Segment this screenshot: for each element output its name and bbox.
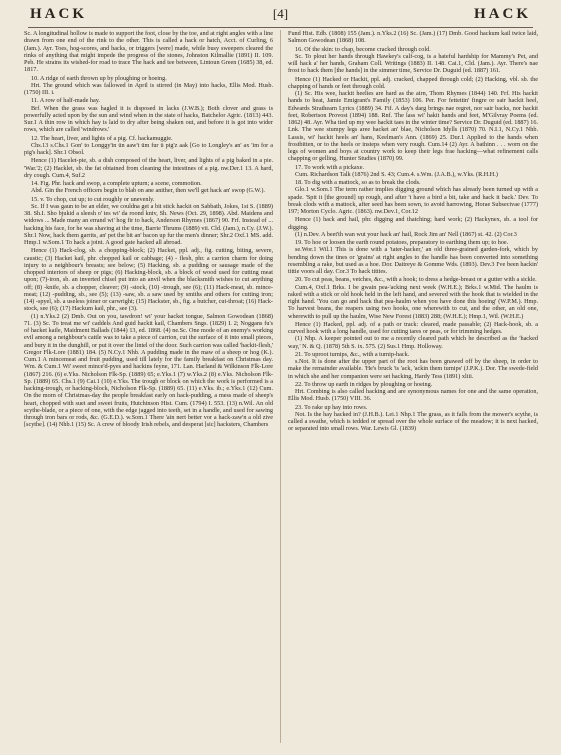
paragraph: Fund Hist. Edb. (1808) 155 (Jam.). n.Yks.2 (16) Sc. (Jam.) (17) Dmb. Good hackum kail twice laid, Salmon Gowodean (1868) 108. xyxy=(288,30,538,45)
derived-forms: Hence (1) Hack-clog, sb. a chopping-block; (2) Hacket, ppl. adj., fig. cutting, biting, severe, caustic; (3) Hacket kail, phr. chopped kail or cabbage; (4) - flesh, phr. a carrion charm for doing injury to a neighbour's breasts; see below; (5) Hacking, sb. a pudding or sausage made of the chopped interiors of sheep or pigs; (6) Hacking-block, sb. a block of wood used for cutting meat upon; (7)-iron, sb. an inverted chisel put into an anvil when the blacksmith wishes to cut anything off; (8) -knife, sb. a chopper, cleaver; (9) -stock, (10) -trough, see (6); (11) Hack-meat, sb. mince-meat; (12) -pudding, sb., see (5); (13) -saw, sb. a saw used by smiths and others for cutting iron; (14) -spyel, sb. a useless joiner or carwright; (15) Hackster, sb., fig. a butcher, cut-throat; (16) Hack-stock, see (6); (17) Hackum kail, phr., see (3). xyxy=(24,247,273,313)
derived-forms: Hence (1) Hacelet-pie, sb. a dish composed of the heart, liver, and lights of a pig baked in a pie. 'War.'2; (2) Hacklet, sb. the fat obtained from cleaning the intestines of a pig. nw.Der.1 13. A hard, dry cough. Cum.4, Suf.2 xyxy=(24,157,273,179)
sense-heading: 23. To rake up hay into rows. xyxy=(295,403,368,411)
derived-forms: Hence (1) Hacked or Hackit, ppl. adj. cracked, chapped through cold; (2) Hacking, vbl. sb. the chapping of hands or feet through cold. xyxy=(288,75,538,90)
sense-heading: 12. The heart, liver, and lights of a pig. Cf. hackamuggie. xyxy=(31,134,173,142)
sense-heading: 18. To dig with a mattock, so as to break the clods. xyxy=(295,179,421,186)
paragraph: Sc. A longitudinal hollow is made to support the foot, close by the toe, and at right angles with a line drawn from one end of the rink to the other. This is called a hack or hatch, Acct. of Curling, 6 (Jam.). Ayr. Toes, hog-scores, and hacks, or triggers [were] made, while busy sweepers cleared the rinks of anything that might impede the progress of the stones, Johnston Kilmallie (1891) II. 109. Peb. He strains its wished-for road to trace The hack and tee between, Lintoun Green (1685) 38, ed. 1817. xyxy=(24,30,273,74)
paragraph: se.Wor.1 Wil.1 This is done with a 'tater-hacker,' an old three-grained garden-fork, which by bending down the tines or 'grains' at right angles to the handle has been converted into something resembling a rake, but used as a hoe. Dor. Daitreye & Gomme Wds. (1893). Dev.3 I've been hackin' tittie voors all day. Cor.3 To hack titties. xyxy=(288,246,538,275)
sense-heading: 11. A row of half-made hay. xyxy=(31,97,100,105)
paragraph: Sc. If I was gaun to be an elder, we couldna get a bit stick hackit on Sabbath, Jokes, 1st S. (1889) 38. Sh.I. Sho bjukid a sleesh o' tes wi' da roond kniv, Sh. News (Oct. 29, 1898). Abd. Maidens and widows ... Made many an errand wi' hog fir to hack, Anderson Rhymes (1867) 90. Frf. Instead of ... hacking his face, for he was shaving at the time, Barrie Thrums (1889) vii. Cld. (Jam.), n.Cy. (J.W.). Shr.1 Now, hack them garrits, an' pet the bit an' bacon up fur the men's dinner; Shr.2 Oxf.1 MS. add. Hmp.1 w.Som.1 To hack a joint. A good gate hacked all abroad. xyxy=(24,202,273,246)
paragraph: s.Not. It is done after the upper part of the root has been gnawed off by the sheep, in order to make the remainder available. 'He's bruck 'is 'ack, 'ackin them turnips' (J.P.K.). Dor. The swede-field in which she and her companion were set hacking, Hardy Tess (1891) xliii. xyxy=(288,358,538,380)
left-column xyxy=(24,30,273,746)
paragraph: (1) Nhp. A keeper pointed out to me a recently cleared path which he described as the 'hacked way,' N. & Q. (1878) 5th S. ix. 575. (2) Sus.1 Hmp. Holloway. xyxy=(288,335,538,350)
sense-heading: 10. A ridge of earth thrown up by ploughing or hoeing. xyxy=(31,74,167,82)
derived-forms: Hence (1) hack and hail, phr. digging and thatching; hard work; (2) Hackynex, sb. a tool for digging. xyxy=(288,216,538,231)
sense-heading: 20. To cut peas, beans, vetches, &c., with a hook; to dress a hedge-breast or a gutter with a sickle. xyxy=(295,276,537,284)
sense-heading: 22. To throw up earth in ridges by ploughing or hoeing. xyxy=(295,380,433,388)
paragraph: Glo.1 w.Som.1 The term rather implies digging ground which has already been turned up with a spade. 'Spit it [the ground] up rough, and after 't have a bird a bit, take and hack it back.' Dev. To break clods with a mattock, after seed has been sown, to avoid harrowing, Horae Subsecivae (1777) 197; Morton Cyclo. Agric. (1863). nw.Dev.1, Cor.12 xyxy=(288,186,538,215)
paragraph: (1) n.Yks.2 (2) Dmb. Out on you, tawdron! wi' your hacket tongue, Salmon Gowodean (1868) 71. (3) Sc. To treat me wi' caddels And guid hackit kail, Chambers Sngs. (1829) I. 2; Noggans fu's of hacket kaile, Maidment Ballads (1844) 13, ed. 1868. (4) ne.Sc. One mode of an enemy's working evil among a neighbour's cattle was to take a piece of carrion, cut the surface of it into small pieces, and bury it in the dunghill, or put it over the lintel of the door. Such carrion was called 'hackit-flesh,' Gregor Flk-Lore (1881) 184. (5) N.Cy.1 Nhb. A pudding made in the maw of a sheep or hog (K.). Cum.1 A mincemeat and fruit pudding, used till lately for the family breakfast on Christmas day. Wm. & Cum.1 Wi' sweet mince'd-pyes and hackins feyne, 171. Lan. Harland & Wilkinson Flk-Lore (1867) 216. (6) e.Yks. Nicholson Flk-Sp. (1889) 65; e.Yks.1 (7) w.Yks.2 (8) e.Yks. Nicholson Flk-Sp. (1889) 65. Chs.1 (9) Cai.1 (10) e.Yks. The trough or block on which the work is performed is a hacking-trough, or hacking-block, Nicholson Flk-Sp. (1889) 65. (11) e.Yks. ib.; e.Yks.1 (12) Cum. On the morn of Christmas-day the people breakfast early on hack-pudding, a mess made of sheep's heart, chopped with suet and sweet fruits, Hutchinson Hist. Cum. (1794) I. 553. (13) n.Wil. An old scythe-blade, or a piece of one, with the edge jagged into teeth, set in a handle, and used for sawing through iron bars or rods, &c. (G.E.D.). w.Som.1 There 'ain nert better vor a hack-zaw'n a old zive [scythe]. (14) Nhb.1 (15) Sc. A crew of bloody Irish rebels, and desperat [sic] hacksters, Chambers xyxy=(24,312,273,429)
paragraph: Sc. To plout her hands through Hawkey's calf-cog, is a hateful hardship for Mammy's Pet, and will hack a' her hands, Graham Coll. Writings (1883) II. 148. Cai.1, Cld. (Jam.). Ayr. There's nae frost to hack them [the hands] in the simmer time, Service Dr. Duguid (ed. 1887) 161. xyxy=(288,52,538,75)
paragraph: Hrt. Combing is also called hacking and are synonymous names for one and the same operation, Ellis Mod. Husb. (1750) VIII. 36. xyxy=(288,388,538,403)
paragraph: (1) Sc. His wee, hackit heelies are hard as the airn, Thom Rhymes (1844) 140. Frf. His hackit hands to heat, Jamie Emigrant's Family (1853) 106. Per. For fettettin' fingre or sair hackit heel, Edwards Strathearn Lyrics (1889) 34. Fif. A day's darg brings nae regret, nor sair backs, nor hackit feet, Robertson Provost (1894) 188. Rnf. The lass wi' hakit hands and feet, M'Gilvray Poems (ed. 1862) 48. Ayr. Wha tied up my wee hackit taes in the winter time? Service Dr. Duguid (ed. 1887) 16. Lnk. The wee stumpy legs aree hacket an' blae, Nicholson Idylls (1870) 70. N.I.1, N.Cy.1 Nhb. Lassis, wi' hackit heels an' hans, Keelman's Ann. (1869) 25. Dur.1 Applied to the hands when frostbitten, or to the heels or insteps when very rough. Cum.14 (2) Ayr. A bathinn . . . worn on the legs of women and boys at country work to keep their legs frae hacking—what refinement calls chapping or gelling, Hunter Studies (1870) 99. xyxy=(288,90,538,163)
derived-forms: Hence (1) Hacked, ppl. adj. of a path or track: cleared, made passable; (2) Hack-hook, sb. a curved hook with a long handle, used for cutting tares or peas, or for trimming hedges. xyxy=(288,320,538,335)
header-rule xyxy=(28,27,533,28)
paragraph: Abd. Gin the French officers begin to blab on ane anither, then we'll get hack an' swop (G.W.). xyxy=(31,187,265,195)
paragraph: Hrt. The ground which was fallowed in April is stirred (in May) into hacks, Ellis Mod. Husb. (1750) III. i. xyxy=(24,81,273,96)
page-number: [4] xyxy=(272,6,289,21)
sense-heading: 16. Of the skin: to chap, become cracked through cold. xyxy=(295,45,431,53)
paragraph: Cum.4, Oxf.1 Brks. I be gwain pea-'acking next week (W.H.E.); Brks.1 w.Mid. The haulm is raked with a stick or old hook held in the left hand, and severed with the hook that is wielded in the right hand. 'You can go and hack that pea-haulm when you have done this hoeing' (W.P.M.). Hmp. To harvest beans, the reapers using two hooks, one wherewith to cut, and the other, an old one, wherewith to pull up the haulm, Wise New Forest (1883) 288; (W.H.E.); Hmp.1, Wil. (W.H.E.) xyxy=(288,283,538,320)
paragraph: (1) n.Dev. A beet'th wan wut your hack an' hail, Rock Jim an' Nell (1867) st. 42. (2) Cor.3 xyxy=(295,230,517,238)
sense-heading: 21. To uproot turnips, &c., with a turnip-hack. xyxy=(295,350,410,358)
header-left-headword: HACK xyxy=(30,6,87,22)
paragraph: Chs.13 s.Chs.1 Gon' to Longgy'in ün aaw't üm fur ü pig'z aak [Go to Longley's an' ax 'im for a pig's hack]. Shr.1 Obsol. xyxy=(24,141,273,156)
running-header xyxy=(30,6,531,26)
right-column xyxy=(288,30,538,746)
sense-heading: 15. v. To chop, cut up; to cut roughly or unevenly. xyxy=(31,195,155,203)
paragraph: Not. Is the hay hacked in? (J.H.B.). Lei.1 Nhp.1 The grass, as it falls from the mower's scythe, is called a swathe, which is tedded or spread over the whole surface of the meadow; it is next hacked, or separated into small rows. War. Lewis Gl. (1839) xyxy=(288,410,538,433)
sense-heading: 14. Fig. Phr. hack and swop, a complete upturn; a scene, commotion. xyxy=(31,180,202,187)
sense-heading: 19. To hoe or loosen the earth round potatoes, preparatory to earthing them up; to hoe. xyxy=(295,239,509,246)
column-divider xyxy=(280,30,281,743)
header-right-headword: HACK xyxy=(473,6,531,22)
paragraph: Cum. Richardson Talk (1876) 2nd S. 43; Cum.4. s.Wm. (J.A.B.), w.Yks. (R.H.H.) xyxy=(295,170,498,178)
sense-heading: 17. To work with a pickaxe. xyxy=(295,163,365,171)
paragraph: Brf. When the grass was hagled it is disposed in lacks (J.W.B.); Both clover and grass is powerfully acted upon by the sun and wind when in the state of hacks, Batchelor Agric. (1813) 443. Sur.1 A thin row in which hay is laid to dry after being shaken out, and before it is got into wider rows, which are called 'windrows.' xyxy=(24,104,273,134)
